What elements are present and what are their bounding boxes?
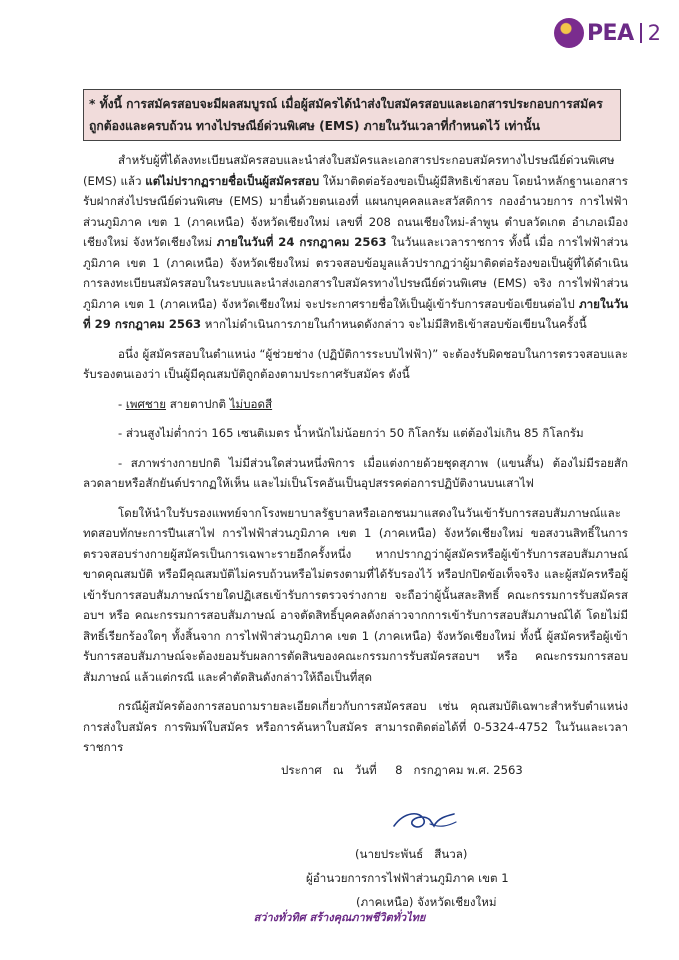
document-body: [83, 150, 628, 767]
footer-slogan: สว่างทั่วทิศ สร้างคุณภาพชีวิตทั่วไทย: [253, 911, 426, 924]
para1-text-c: ให้มาติดต่อร้องขอเป็นผู้มีสิทธิเข้าสอบ โดยนำหลักฐานเอกสารรับฝากส่งไปรษณีย์ด่วนพิเศษ (EMS) มายื่นด้วยตนเองที่ แผนกบุคคลและสวัสดิการ กองอำนวยการ การไฟฟ้าส่วนภูมิภาค เขต 1 (ภาคเหนือ) จังหวัดเชียงใหม่ เลขที่ 208 ถนนเชียงใหม่-ลำพูน ตำบลวัดเกต อำเภอเมืองเชียงใหม่ จังหวัดเชียงใหม่: [83, 173, 628, 249]
signer-name: (นายประพันธ์ สีนวล): [355, 847, 468, 861]
header: [554, 18, 661, 48]
paragraph-contact: กรณีผู้สมัครต้องการสอบถามรายละเอียดเกี่ยวกับการสมัครสอบ เช่น คุณสมบัติเฉพาะสำหรับตำแหน่ง การส่งใบสมัคร การพิมพ์ใบสมัคร หรือการค้นหาใบสมัคร สามารถติดต่อได้ที่ 0-5324-4752 ในวันและเวลาราชการ: [83, 699, 628, 754]
list-item-height: - ส่วนสูงไม่ต่ำกว่า 165 เซนติเมตร น้ำหนักไม่น้อยกว่า 50 กิโลกรัม แต่ต้องไม่เกิน 85 กิโลกรัม: [118, 426, 584, 440]
signer-region: (ภาคเหนือ) จังหวัดเชียงใหม่: [356, 895, 497, 909]
signature-icon: [390, 806, 460, 843]
announce-date: ประกาศ ณ วันที่ 8 กรกฎาคม พ.ศ. 2563: [281, 763, 523, 777]
item1-gender: เพศชาย: [125, 396, 167, 411]
paragraph-ems: [83, 150, 628, 335]
paragraph-qualification: อนึ่ง ผู้สมัครสอบในตำแหน่ง “ผู้ช่วยช่าง (ปฏิบัติการระบบไฟฟ้า)” จะต้องรับผิดชอบในการตรวจสอบและรับรองตนเองว่า เป็นผู้มีคุณสมบัติถูกต้องตามประกาศรับสมัคร ดังนี้: [83, 346, 628, 381]
paragraph-medical: โดยให้นำใบรับรองแพทย์จากโรงพยาบาลรัฐบาลหรือเอกชนมาแสดงในวันเข้ารับการสอบสัมภาษณ์และทดสอบทักษะการปีนเสาไฟ การไฟฟ้าส่วนภูมิภาค เขต 1 (ภาคเหนือ) จังหวัดเชียงใหม่ ขอสงวนสิทธิ์ในการตรวจสอบร่างกายผู้สมัครเป็นการเฉพาะรายอีกครั้งหนึ่ง หากปรากฏว่าผู้สมัครหรือผู้เข้ารับการสอบสัมภาษณ์ขาดคุณสมบัติ หรือมีคุณสมบัติไม่ครบถ้วนหรือไม่ตรงตามที่ได้รับรองไว้ หรือปกปิดข้อเท็จจริง และผู้สมัครหรือผู้เข้ารับการสอบสัมภาษณ์รายใดปฏิเสธเข้ารับการตรวจร่างกาย จะถือว่าผู้นั้นสละสิทธิ์ คณะกรรมการรับสมัครสอบฯ หรือ คณะกรรมการสอบสัมภาษณ์ อาจตัดสิทธิ์บุคคลดังกล่าวจากการเข้ารับการสอบสัมภาษณ์ได้ โดยไม่มีสิทธิ์เรียกร้องใดๆ ทั้งสิ้นจาก การไฟฟ้าส่วนภูมิภาค เขต 1 (ภาคเหนือ) จังหวัดเชียงใหม่ ทั้งนี้ ผู้สมัครหรือผู้เข้ารับการสอบสัมภาษณ์จะต้องยอมรับผลการตัดสินของคณะกรรมการรับสมัครสอบฯ หรือ คณะกรรมการสอบสัมภาษณ์ แล้วแต่กรณี และคำตัดสินดังกล่าวให้ถือเป็นที่สุด: [83, 505, 628, 684]
para1-text-g: หากไม่ดำเนินการภายในกำหนดดังกล่าว จะไม่มีสิทธิเข้าสอบข้อเขียนในครั้งนี้: [201, 317, 587, 331]
list-item-gender: [83, 394, 628, 415]
para1-bold-b: แต่ไม่ปรากฏรายชื่อเป็นผู้สมัครสอบ: [145, 173, 320, 188]
item1-colorblind: ไม่บอดสี: [229, 396, 273, 411]
para1-text-a: สำหรับผู้ที่ได้ลงทะเบียนสมัครสอบและนำส่งใบสมัครและเอกสารประกอบสมัครทางไปรษณีย์ด่วนพิเศษ (EMS) แล้ว: [83, 153, 615, 188]
list-item-body: - สภาพร่างกายปกติ ไม่มีส่วนใดส่วนหนึ่งพิการ เมื่อแต่งกายด้วยชุดสุภาพ (แขนสั้น) ต้องไม่มีรอยสักลวดลายหรือสักยันต์ปรากฏให้เห็น และไม่เป็นโรคอันเป็นอุปสรรคต่อการปฏิบัติงานบนเสาไฟ: [83, 455, 628, 490]
pea-logo-icon: [554, 18, 584, 48]
para1-text-e: ในวันและเวลาราชการ ทั้งนี้ เมื่อ การไฟฟ้าส่วนภูมิภาค เขต 1 (ภาคเหนือ) จังหวัดเชียงใหม่ ตรวจสอบข้อมูลแล้วปรากฏว่าผู้มาติดต่อร้องขอเป็นผู้ที่ได้ดำเนินการลงทะเบียนสมัครสอบในระบบและนำส่งเอกสารใบสมัครทางไปรษณีย์ด่วนพิเศษ (EMS) จริง การไฟฟ้าส่วนภูมิภาค เขต 1 (ภาคเหนือ) จังหวัดเชียงใหม่ จะประกาศรายชื่อให้เป็นผู้เข้ารับการสอบข้อเขียนต่อไป: [83, 235, 628, 311]
para1-deadline-1: ภายในวันที่ 24 กรกฎาคม 2563: [216, 235, 387, 249]
signer-position: ผู้อำนวยการการไฟฟ้าส่วนภูมิภาค เขต 1: [306, 871, 509, 885]
para1-deadline-2: ภายในวันที่ 29 กรกฎาคม 2563: [83, 296, 628, 331]
header-divider: [640, 23, 642, 43]
item1-dash: -: [118, 396, 126, 411]
notice-box: * ทั้งนี้ การสมัครสอบจะมีผลสมบูรณ์ เมื่อผู้สมัครได้นำส่งใบสมัครสอบและเอกสารประกอบการสมัคร ถูกต้องและครบถ้วน ทางไปรษณีย์ด่วนพิเศษ (EMS) ภายในวันเวลาที่กำหนดไว้ เท่านั้น: [83, 89, 621, 141]
item1-mid: สายตาปกติ: [166, 396, 230, 411]
page-number: 2: [647, 21, 661, 45]
logo-text: PEA: [586, 20, 634, 46]
